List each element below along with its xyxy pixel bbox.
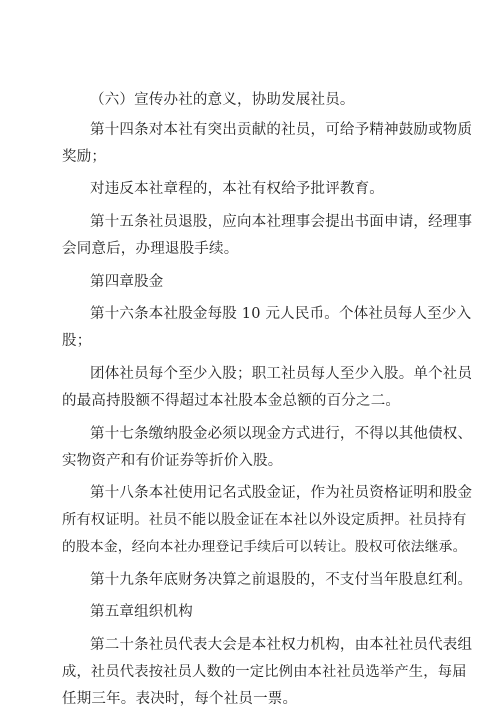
paragraph-line: 的股本金，经向本社办理登记手续后可以转让。股权可依法继承。: [62, 539, 467, 556]
paragraph-line: 成，社员代表按社员人数的一定比例由本社社员选举产生，每届: [62, 664, 467, 680]
paragraph-line: 股；: [62, 333, 92, 350]
paragraph-line: 第十八条本社使用记名式股金证，作为社员资格证明和股金: [90, 485, 473, 502]
paragraph-line: 会同意后，办理退股手续。: [62, 241, 239, 258]
chapter-heading: 第四章股金: [90, 273, 164, 290]
paragraph-line: 对违反本社章程的，本社有权给予批评教育。: [90, 181, 384, 198]
paragraph-line: 任期三年。表决时，每个社员一票。: [62, 691, 298, 707]
paragraph-line: 第十四条对本社有突出贡献的社员，可给予精神鼓励或物质: [90, 121, 473, 138]
paragraph-line: （六）宣传办社的意义，协助发展社员。: [90, 92, 355, 108]
paragraph-line: 第十七条缴纳股金必须以现金方式进行，不得以其他债权、: [90, 425, 473, 442]
paragraph-line: 实物资产和有价证券等折价入股。: [62, 452, 283, 469]
paragraph-line: 所有权证明。社员不能以股金证在本社以外设定质押。社员持有: [62, 512, 467, 529]
chapter-heading: 第五章组织机构: [90, 604, 193, 621]
paragraph-line: 第二十条社员代表大会是本社权力机构，由本社社员代表组: [90, 637, 473, 653]
paragraph-line: 的最高持股额不得超过本社股本金总额的百分之二。: [62, 392, 401, 409]
paragraph-line: 第十六条本社股金每股 10 元人民币。个体社员每人至少入: [90, 306, 472, 323]
paragraph-line: 第十九条年底财务决算之前退股的，不支付当年股息红利。: [90, 571, 473, 588]
paragraph-line: 第十五条社员退股，应向本社理事会提出书面申请，经理事: [90, 214, 473, 230]
paragraph-line: 奖励；: [62, 148, 107, 165]
paragraph-line: 团体社员每个至少入股；职工社员每人至少入股。单个社员: [90, 365, 473, 382]
